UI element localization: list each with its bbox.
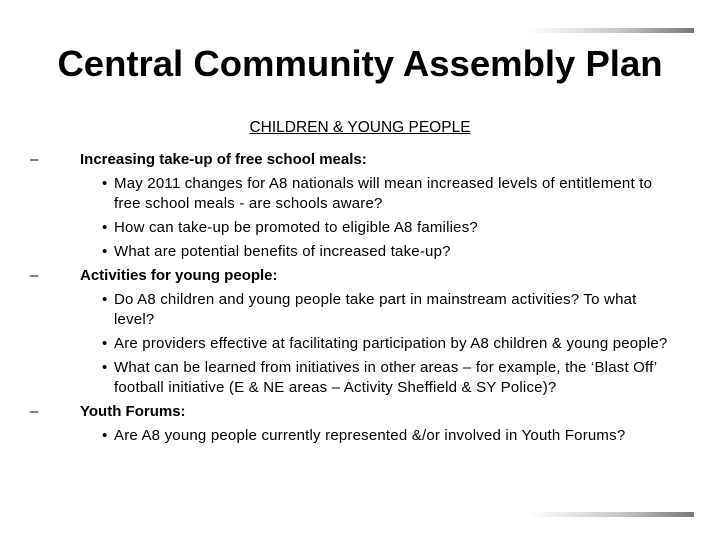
- list-item: [30, 334, 674, 354]
- slide-content: [30, 150, 700, 450]
- list-item: [30, 290, 674, 330]
- list-item-text: Do A8 children and young people take part in mainstream activities? To what level?: [114, 291, 637, 328]
- bullet-marker: •: [102, 335, 108, 352]
- section-activities: [30, 266, 700, 398]
- decorative-line-bottom: [528, 512, 694, 517]
- list-item-text: Are A8 young people currently represented &/or involved in Youth Forums?: [114, 427, 626, 444]
- bullet-marker: •: [102, 219, 108, 236]
- bullet-list: [30, 174, 700, 262]
- list-item-text: How can take-up be promoted to eligible A8 families?: [114, 219, 478, 236]
- list-item-text: Are providers effective at facilitating participation by A8 children & young people?: [114, 335, 668, 352]
- list-item: [30, 174, 674, 214]
- bullet-list: [30, 290, 700, 398]
- bullet-marker: •: [102, 291, 108, 308]
- dash-marker: –: [30, 151, 39, 168]
- dash-marker: –: [30, 403, 39, 420]
- bullet-marker: •: [102, 243, 108, 260]
- bullet-marker: •: [102, 175, 108, 192]
- slide-title: Central Community Assembly Plan: [57, 43, 663, 84]
- slide-subtitle: CHILDREN & YOUNG PEOPLE: [249, 119, 471, 136]
- bullet-marker: •: [102, 427, 108, 444]
- bullet-marker: •: [102, 359, 108, 376]
- dash-marker: –: [30, 267, 39, 284]
- section-heading: Activities for young people:: [80, 267, 278, 284]
- section-heading: Increasing take-up of free school meals:: [80, 151, 367, 168]
- list-item-text: What can be learned from initiatives in other areas – for example, the ‘Blast Off’ football initiative (E & NE areas – Activity Sheffield & SY Police)?: [114, 359, 657, 396]
- list-item: [30, 358, 674, 398]
- section-free-school-meals: [30, 150, 700, 262]
- list-item: [30, 242, 674, 262]
- list-item-text: May 2011 changes for A8 nationals will mean increased levels of entitlement to free school meals - are schools aware?: [114, 175, 653, 212]
- list-item-text: What are potential benefits of increased take-up?: [114, 243, 451, 260]
- list-item: [30, 218, 674, 238]
- section-youth-forums: [30, 402, 700, 446]
- bullet-list: [30, 426, 700, 446]
- decorative-line-top: [528, 28, 694, 33]
- list-item: [30, 426, 674, 446]
- section-heading: Youth Forums:: [80, 403, 186, 420]
